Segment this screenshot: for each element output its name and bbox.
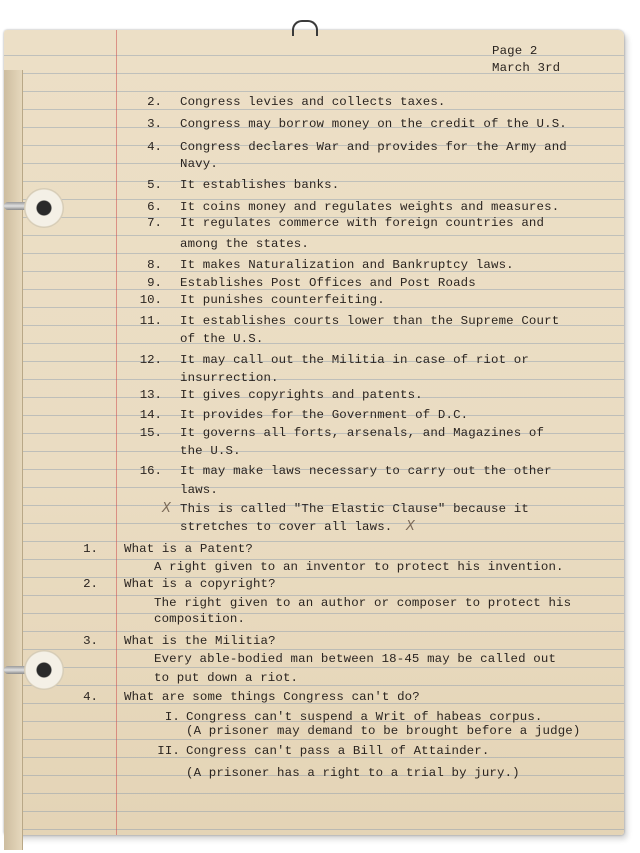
sub-number: II. [157, 744, 180, 758]
list-number: 15. [139, 426, 162, 440]
list-item-continued: among the states. [180, 237, 309, 251]
list-item: Congress levies and collects taxes. [180, 95, 446, 109]
margin-line [116, 30, 117, 835]
list-item-continued: laws. [180, 483, 218, 497]
binding-strip [4, 70, 23, 850]
list-number: 12. [139, 353, 162, 367]
sub-item-continued: (A prisoner may demand to be brought before a judge) [186, 724, 581, 738]
answer-text: A right given to an inventor to protect his invention. [154, 560, 564, 574]
list-number: 9. [147, 276, 162, 290]
answer-text: The right given to an author or composer to protect his [154, 596, 572, 610]
x-mark: X [406, 519, 415, 534]
list-number: 11. [139, 314, 162, 328]
list-number: 7. [147, 216, 162, 230]
question-text: What is a copyright? [124, 577, 276, 591]
note-text: This is called "The Elastic Clause" because it [180, 502, 529, 516]
list-number: 14. [139, 408, 162, 422]
list-item: Congress may borrow money on the credit of the U.S. [180, 117, 567, 131]
list-item: It regulates commerce with foreign countries and [180, 216, 545, 230]
list-item: Establishes Post Offices and Post Roads [180, 276, 476, 290]
list-item: It makes Naturalization and Bankruptcy laws. [180, 258, 514, 272]
list-number: 10. [139, 293, 162, 307]
list-item: It establishes banks. [180, 178, 340, 192]
sub-item: Congress can't pass a Bill of Attainder. [186, 744, 490, 758]
x-mark: X [162, 501, 171, 516]
question-number: 4. [83, 690, 98, 704]
question-number: 2. [83, 577, 98, 591]
page-date: March 3rd [492, 61, 561, 75]
question-number: 1. [83, 542, 98, 556]
list-number: 3. [147, 117, 162, 131]
sub-number: I. [164, 710, 180, 724]
list-item: Congress declares War and provides for the Army and [180, 140, 567, 154]
list-item-continued: of the U.S. [180, 332, 264, 346]
list-item: It coins money and regulates weights and measures. [180, 200, 560, 214]
question-text: What is a Patent? [124, 542, 253, 556]
punch-hole-bottom [24, 650, 64, 690]
list-item: It governs all forts, arsenals, and Magazines of [180, 426, 545, 440]
page-number: Page 2 [492, 44, 538, 58]
question-text: What is the Militia? [124, 634, 276, 648]
sub-item-continued: (A prisoner has a right to a trial by jury.) [186, 766, 520, 780]
list-number: 6. [147, 200, 162, 214]
list-number: 4. [147, 140, 162, 154]
list-item: It may call out the Militia in case of riot or [180, 353, 529, 367]
question-text: What are some things Congress can't do? [124, 690, 420, 704]
sub-item: Congress can't suspend a Writ of habeas corpus. [186, 710, 543, 724]
list-item-continued: Navy. [180, 157, 218, 171]
list-item-continued: the U.S. [180, 444, 241, 458]
answer-text: Every able-bodied man between 18-45 may be called out [154, 652, 557, 666]
list-item-continued: insurrection. [180, 371, 279, 385]
list-item: It gives copyrights and patents. [180, 388, 423, 402]
question-number: 3. [83, 634, 98, 648]
notebook-page [4, 30, 624, 835]
note-text-continued: stretches to cover all laws. [180, 520, 393, 534]
answer-text-continued: composition. [154, 612, 246, 626]
list-item: It may make laws necessary to carry out the other [180, 464, 552, 478]
answer-text-continued: to put down a riot. [154, 671, 299, 685]
list-number: 8. [147, 258, 162, 272]
list-item: It establishes courts lower than the Supreme Court [180, 314, 560, 328]
binder-clip [292, 20, 318, 36]
list-number: 16. [139, 464, 162, 478]
list-number: 2. [147, 95, 162, 109]
list-number: 13. [139, 388, 162, 402]
list-item: It provides for the Government of D.C. [180, 408, 469, 422]
list-item: It punishes counterfeiting. [180, 293, 385, 307]
punch-hole-top [24, 188, 64, 228]
list-number: 5. [147, 178, 162, 192]
